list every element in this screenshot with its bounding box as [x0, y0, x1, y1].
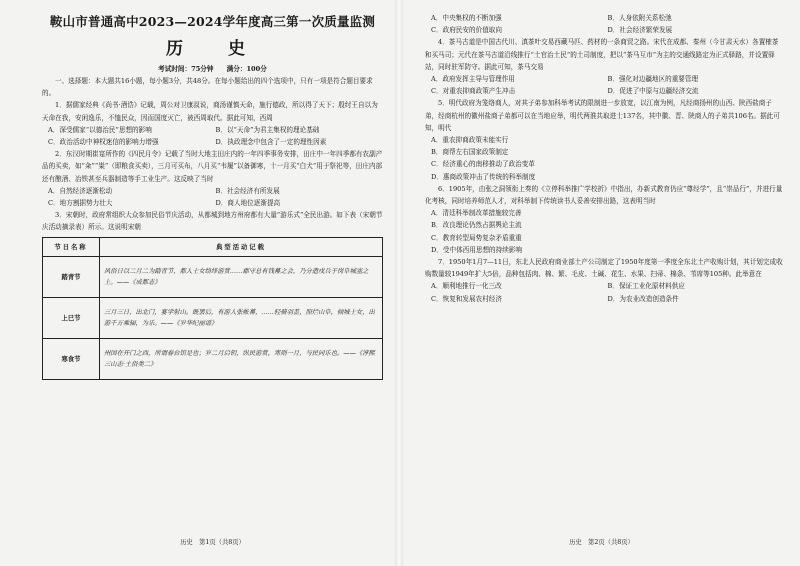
question-5-stem: 5．明代政府为笼络商人，对其子弟参加科举考试的限制进一步放宽，以江南为例，凡经商扬州的山西、陕西盐商子弟，经商杭州的徽州盐商子弟都可以在当地应举，明代两淮共取进士137名，其中徽、晋、陕商人的子弟共106名。据此可知，明代 [425, 99, 780, 132]
q5-option-c[interactable]: C．经济重心的南移推动了政治变革 [431, 160, 535, 169]
question-3-options [425, 12, 784, 36]
festival-record: 州国在开门之西，所谓春台馆是也；岁二月启钥，纵民游赏，寒则一月，与民同乐也。——《淳熙三山志·土俗类二》 [100, 338, 383, 379]
question-3-stem: 3．宋朝时，政府常组织大众参加民俗节庆活动，从都城到地方州府都有大量“游乐式”全民出游。如下表（宋朝节庆活动摘录表）所示。这说明宋朝 [42, 211, 383, 232]
q4-option-d[interactable]: D．促进了中原与边疆经济交流 [607, 87, 699, 96]
question-4-stem: 4．茶马古道是中国古代川、滇茶叶交易西藏马匹、药材的一条商贸之路。宋代在成都、秦州（今甘肃天水）各置榷茶和买马司；元代在茶马古道沿线推行“土官治土民”的土司制度，把以“茶马互市”为主的交通线路定为正式驿路，并设置驿站，同时驻军防守。据此可知，茶马交易 [425, 38, 779, 71]
page-right [403, 0, 800, 566]
q1-option-d[interactable]: D．执政理念中包含了一定的理性因素 [215, 138, 327, 147]
festival-name: 上巳节 [43, 297, 100, 338]
q5-option-d[interactable]: D．惠商政策冲击了传统的科举制度 [431, 172, 536, 181]
q2-option-a[interactable]: A．自然经济逐渐松动 [48, 186, 113, 195]
q6-option-b[interactable]: B．改良理论仍然占据舆论主流 [431, 221, 522, 230]
question-1-stem: 1．据儒家经典《尚书·酒诰》记载，周公对卫康叔说，商汤谨慎天命，施行德政，所以得了天下；殷纣王自以为天命在我，安闲逸乐，不恤民众，因而国度灭亡，被西周取代。据此可知，西周 [42, 101, 378, 122]
q5-option-a[interactable]: A．重农抑商政策未能实行 [431, 136, 509, 145]
festival-name: 寒食节 [43, 338, 100, 379]
exam-info: 考试时间：75分钟 满分：100分 [158, 65, 267, 73]
festival-record: 风俗日以二月二为踏青节，都人士女络绎游赏……郡守总有钱幕之会，乃分遣戍兵于岗阜城塞之上。——《成都志》 [100, 256, 383, 297]
q2-option-d[interactable]: D．商人地位逐渐提高 [215, 199, 281, 208]
q2-option-c[interactable]: C．地方割据势力壮大 [48, 199, 113, 208]
question-4-options [425, 73, 784, 97]
q3-option-d[interactable]: D．社会经济繁荣发展 [607, 26, 673, 35]
q3-option-c[interactable]: C．政府民安的价值取向 [431, 26, 502, 35]
q1-option-c[interactable]: C．政治活动中神权迷信的影响力增强 [48, 138, 159, 147]
festival-name: 踏青节 [43, 256, 100, 297]
q4-option-a[interactable]: A．政府发挥主导与管理作用 [431, 75, 515, 84]
q7-option-c[interactable]: C．恢复和发展农村经济 [431, 294, 502, 303]
page-left [0, 0, 395, 566]
q3-option-a[interactable]: A．中央集权的不断加强 [431, 14, 502, 22]
page-footer-right: 历史 第2页（共8页） [569, 539, 634, 546]
q1-option-b[interactable]: B．以“天命”为君主集权的理论基础 [215, 125, 320, 134]
q7-option-d[interactable]: D．为农业改造创造条件 [607, 294, 679, 303]
q6-option-c[interactable]: C．教育转型局势复杂矛盾重重 [431, 233, 522, 242]
q4-option-c[interactable]: C．对重农抑商政策产生冲击 [431, 87, 516, 96]
q6-option-d[interactable]: D．受中体西用思想的持续影响 [431, 245, 523, 254]
section-intro: 一、选择题：本大题共16小题，每小题3分，共48分。在每小题给出的四个选项中，只有一项是符合题目要求的。 [42, 77, 373, 98]
q3-option-b[interactable]: B．人身依附关系松弛 [607, 14, 672, 22]
q1-option-a[interactable]: A．深受儒家“以德治民”思想的影响 [48, 125, 152, 134]
q2-option-b[interactable]: B．社会经济有所发展 [215, 186, 280, 195]
question-6-stem: 6．1905年，由张之洞领衔上奏的《立停科举推广学校折》中指出，办新式教育仍应“尊经学”，且“崇品行”，并进行量化考核，同时培养师范人才，对科举制下传统读书人妥善安排出路，这表明当时 [425, 184, 783, 206]
table-row [43, 256, 383, 297]
question-7-stem: 7．1950年1月7—11日，东北人民政府商业部土产公司制定了1950年度第一季度全东北土产收购计划，其计划完成收购数量较1949年扩大5倍，品种包括肉、棉、繁、毛皮、土碱、花生、水果、扫帚、棉条、苇席等105种。此举意在 [425, 258, 783, 279]
subject-title: 历 史 [166, 39, 259, 59]
exam-title: 鞍山市普通高中2023—2024学年度高三第一次质量监测 [49, 14, 376, 29]
question-7-options [425, 280, 784, 304]
q7-option-a[interactable]: A．顺利地推行一化三改 [431, 282, 502, 291]
table-row [43, 338, 383, 379]
table-header-row [43, 237, 383, 256]
festival-table [42, 237, 383, 380]
q5-option-b[interactable]: B．商帮左右国家政策制定 [431, 148, 509, 157]
question-1-options [42, 124, 383, 148]
page-fold [395, 0, 403, 566]
q6-option-a[interactable]: A．清廷科举制改革措施较完善 [431, 209, 522, 218]
table-header-festival: 节日名称 [43, 237, 100, 256]
festival-record: 三月三日，出北门，宴学射山。既罢后，有游人张帐幕，……轻骑羽盖，照烂山阜，倾城士女，出游千万乘辐，为乐。——《岁华纪丽谱》 [100, 297, 383, 338]
q7-option-b[interactable]: B．保证工业化原材料供应 [607, 282, 685, 291]
question-2-stem: 2．东汉时期崔寔所作的《四民月令》记载了当时大地主田庄内的一年四季事务安排，田庄中一年四季都有农副产品的买卖，如“籴”“粜”（即粮食买卖），三月可买布，八月买“韦履”以备御寒，十一月买“白犬”用于祭祀等，田庄内部还有酿酒、冶铁甚至兵器制造等手工业生产。这反映了当时 [42, 150, 383, 183]
page-footer-left: 历史 第1页（共8页） [180, 539, 245, 546]
table-row [43, 297, 383, 338]
q4-option-b[interactable]: B．强化对边疆地区的重要管理 [607, 75, 699, 84]
table-header-record: 典型活动记载 [100, 237, 383, 256]
question-2-options [42, 185, 383, 209]
